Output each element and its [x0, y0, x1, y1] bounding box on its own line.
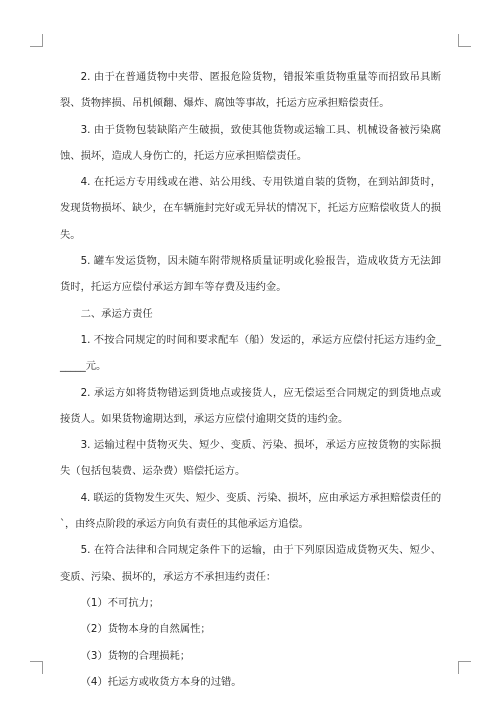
paragraph-carrier-5: 5. 在符合法律和合同规定条件下的运输，由于下列原因造成货物灭失、短少、变质、污染、损坏的，承运方不承担违约责任： — [60, 544, 441, 583]
paragraph-carrier-3: 3. 运输过程中货物灭失、短少、变质、污染、损坏，承运方应按货物的实际损失（包括包装费、运杂费）赔偿托运方。 — [60, 439, 441, 478]
section-heading-carrier: 二、承运方责任 — [80, 307, 153, 320]
document-body — [60, 64, 441, 695]
crop-mark-top-right — [458, 34, 471, 47]
list-item-natural-property: （2）货物本身的自然属性； — [80, 623, 211, 636]
paragraph-carrier-2: 2. 承运方如将货物错运到货地点或接货人，应无偿运至合同规定的到货地点或接货人。如果货物逾期达到，承运方应偿付逾期交货的违约金。 — [60, 386, 441, 425]
paragraph-carrier-4: 4. 联运的货物发生灭失、短少、变质、污染、损坏，应由承运方承担赔偿责任的`，由终点阶段的承运方向负有责任的其他承运方追偿。 — [60, 491, 441, 531]
crop-mark-bottom-right — [458, 661, 471, 674]
paragraph-carrier-1: 1. 不按合同规定的时间和要求配车（船）发运的，承运方应偿付托运方违约金______元。 — [60, 333, 441, 373]
paragraph-shipper-4: 4. 在托运方专用线或在港、站公用线、专用铁道自装的货物，在到站卸货时，发现货物损坏、缺少，在车辆施封完好或无异状的情况下，托运方应赔偿收货人的损失。 — [60, 176, 441, 241]
list-item-party-fault: （4）托运方或收货方本身的过错。 — [80, 675, 242, 688]
list-item-reasonable-loss: （3）货物的合理损耗； — [80, 649, 191, 662]
crop-mark-top-left — [30, 34, 43, 47]
paragraph-shipper-5: 5. 罐车发运货物，因未随车附带规格质量证明或化验报告，造成收货方无法卸货时，托运方应偿付承运方卸车等存费及违约金。 — [60, 255, 441, 294]
paragraph-shipper-3: 3. 由于货物包装缺陷产生破损，致使其他货物或运输工具、机械设备被污染腐蚀、损坏，造成人身伤亡的，托运方应承担赔偿责任。 — [60, 123, 441, 162]
crop-mark-bottom-left — [30, 661, 43, 674]
list-item-force-majeure: （1）不可抗力； — [80, 596, 160, 609]
paragraph-shipper-2: 2. 由于在普通货物中夹带、匿报危险货物，错报笨重货物重量等而招致吊具断裂、货物摔损、吊机倾翻、爆炸、腐蚀等事故，托运方应承担赔偿责任。 — [60, 71, 441, 110]
